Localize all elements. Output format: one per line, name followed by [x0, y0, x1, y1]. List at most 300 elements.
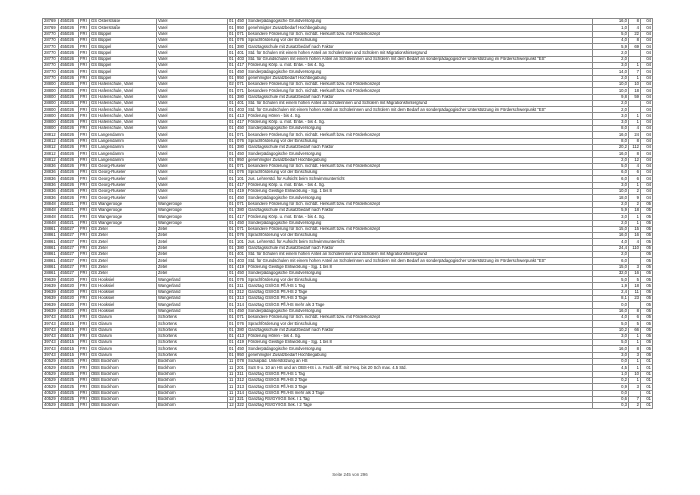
table-cell: 8 — [629, 19, 641, 25]
table-cell: GS Hooksiel — [90, 283, 157, 289]
table-cell: 01 — [229, 100, 234, 106]
table-cell: Zetel — [157, 226, 228, 232]
table-cell: 28800 — [43, 88, 59, 94]
table-cell: 59 — [629, 94, 641, 100]
table-cell: Wangerland — [157, 308, 228, 314]
table-cell: 28836 — [43, 195, 59, 201]
table-cell: GS Wangerooge — [90, 214, 157, 220]
table-cell: 01 — [229, 49, 234, 55]
table-cell: 01 — [641, 384, 653, 390]
table-cell: 455027 — [59, 270, 79, 276]
table-cell: 10,0 — [593, 88, 629, 94]
table-cell: GS Hooksiel — [90, 302, 157, 308]
table-cell: 071 — [236, 81, 247, 87]
table-cell: 5,0 — [593, 321, 629, 327]
table-cell: 39639 — [43, 283, 59, 289]
table-cell: 313 — [236, 384, 247, 390]
table-cell: 04 — [641, 119, 653, 125]
table-cell: Std. für Schulen mit einem hohen Anteil an Schülerinnen und Schülern mit Migrationshintergrund — [247, 251, 593, 257]
table-cell: GS Hooksiel — [90, 296, 157, 302]
table-cell: 450 — [236, 69, 247, 75]
table-cell: FRI — [79, 352, 90, 358]
table-cell: 455025 — [59, 377, 79, 383]
table-cell: Varel — [157, 176, 228, 182]
table-cell: Varel — [157, 63, 228, 69]
table-cell: 28848 — [43, 220, 59, 226]
table-cell: 8 — [629, 308, 641, 314]
table-cell: 076 — [236, 138, 247, 144]
table-cell: 8 — [629, 151, 641, 157]
table-cell: 04 — [641, 182, 653, 188]
table-cell: FRI — [79, 88, 90, 94]
table-cell: Förderung Geistige Entwicklung - Sjg. 1 bis 8 — [247, 340, 593, 346]
table-cell: Ganztag GS/IGS Pfl./HS mehr als 3 Tage — [247, 302, 593, 308]
table-cell: 455026 — [59, 75, 79, 81]
table-cell: 417 — [236, 182, 247, 188]
table-cell: 01 — [641, 359, 653, 365]
table-cell: Ganztag GS/IGS Pfl./HS 3 Tage — [247, 384, 593, 390]
table-cell: FRI — [79, 245, 90, 251]
table-cell: Varel — [157, 138, 228, 144]
table-cell: 5,0 — [593, 340, 629, 346]
table-cell: besondere Förderung für Sch. nichtdt. Herkunft bzw. mit Förderkonzept — [247, 226, 593, 232]
table-cell: Wangerooge — [157, 207, 228, 213]
table-cell: 419 — [236, 189, 247, 195]
table-cell: Varel — [157, 94, 228, 100]
table-cell: 1 — [629, 113, 641, 119]
table-cell: 11 — [228, 365, 236, 371]
table-cell: 04 — [641, 163, 653, 169]
table-cell: 28836 — [43, 163, 59, 169]
table-cell: FRI — [79, 390, 90, 396]
table-cell: besondere Förderung für Sch. nichtdt. Herkunft bzw. mit Förderkonzept — [247, 81, 593, 87]
table-cell: 380 — [236, 44, 247, 50]
table-cell: FRI — [79, 75, 90, 81]
table-cell: 455027 — [59, 245, 79, 251]
table-cell: 05 — [641, 314, 653, 320]
table-cell: GS Büppel — [90, 31, 157, 37]
table-cell: 0,0 — [593, 302, 629, 308]
table-cell: 8 — [629, 37, 641, 43]
table-cell: 04 — [641, 63, 653, 69]
table-cell: Bockhorn — [157, 377, 228, 383]
table-cell: Varel — [157, 25, 228, 31]
table-cell: 01 — [229, 232, 234, 238]
table-cell: OBS Bockhorn — [90, 390, 157, 396]
table-cell: 28770 — [43, 37, 59, 43]
table-cell: FRI — [79, 296, 90, 302]
table-cell: genehmigter Zusatzbedarf Hochbegabung — [247, 25, 593, 31]
table-cell: Varel — [157, 119, 228, 125]
table-cell: 455027 — [59, 258, 79, 264]
table-cell: 417 — [236, 63, 247, 69]
table-cell: 110 — [629, 245, 641, 251]
table-cell: 39743 — [43, 333, 59, 339]
table-cell: Schortens — [157, 352, 228, 358]
table-cell: 419 — [236, 340, 247, 346]
table-cell: FRI — [79, 50, 90, 56]
table-cell: Wangerland — [157, 302, 228, 308]
table-cell: 10 — [629, 81, 641, 87]
table-cell: 455026 — [59, 144, 79, 150]
table-cell: Förderung Körp. u. mot. Entw. - bis 4. Sg. — [247, 214, 593, 220]
table-cell: 05 — [641, 289, 653, 295]
table-cell: 450 — [236, 346, 247, 352]
table-cell: GS Langendamm — [90, 157, 157, 163]
table-cell: 380 — [236, 144, 247, 150]
table-cell: Varel — [157, 50, 228, 56]
table-cell: FRI — [79, 100, 90, 106]
table-cell: 413 — [236, 113, 247, 119]
table-cell: Varel — [157, 88, 228, 94]
table-cell: 455021 — [59, 220, 79, 226]
table-cell: besondere Förderung für Sch. nichtdt. Herkunft bzw. mit Förderkonzept — [247, 201, 593, 207]
table-cell: GS Glarum — [90, 321, 157, 327]
table-cell: 01 — [229, 270, 234, 276]
table-cell: 39743 — [43, 346, 59, 352]
table-cell: 24,4 — [593, 245, 629, 251]
table-cell: 16,0 — [593, 308, 629, 314]
table-cell: 417 — [236, 214, 247, 220]
table-cell: 2,0 — [593, 220, 629, 226]
table-cell: FRI — [79, 371, 90, 377]
table-cell: 0,9 — [593, 384, 629, 390]
table-cell: 05 — [641, 296, 653, 302]
table-cell: 22 — [629, 31, 641, 37]
table-cell: 455015 — [59, 314, 79, 320]
table-cell: Bockhorn — [157, 390, 228, 396]
table-cell: 2,0 — [593, 50, 629, 56]
table-cell: 01 — [229, 320, 234, 326]
table-cell: 28848 — [43, 207, 59, 213]
table-cell: 8,0 — [593, 126, 629, 132]
table-cell: 39639 — [43, 296, 59, 302]
table-cell: 04 — [641, 31, 653, 37]
table-cell: 2,0 — [593, 107, 629, 113]
table-cell: 9,8 — [593, 94, 629, 100]
table-cell: 05 — [641, 251, 653, 257]
table-cell: GS Glarum — [90, 352, 157, 358]
table-cell: GS Hafenschule, Varel — [90, 107, 157, 113]
table-cell: 1 — [629, 333, 641, 339]
table-cell: 455026 — [59, 25, 79, 31]
table-cell: GS Osterstraße — [90, 19, 157, 25]
table-cell: 11 — [629, 289, 641, 295]
table-cell: 403 — [236, 258, 247, 264]
table-cell: 01 — [229, 289, 234, 295]
table-cell: 01 — [229, 125, 234, 131]
table-cell: 4 — [629, 126, 641, 132]
table-cell: 28836 — [43, 170, 59, 176]
table-cell: 05 — [641, 283, 653, 289]
table-cell: FRI — [79, 113, 90, 119]
table-cell: 380 — [236, 327, 247, 333]
table-cell: 04 — [641, 132, 653, 138]
table-cell: Förderung Geistige Entwicklung - Sjg. 1 bis 8 — [247, 264, 593, 270]
table-cell: Varel — [157, 75, 228, 81]
table-cell: 401 — [236, 100, 247, 106]
table-cell: Ganztag GS/IGS Pfl./HS 1 Tag — [247, 371, 593, 377]
table-cell: Sonderpädagogische Grundversorgung — [247, 151, 593, 157]
table-cell: Sprachförderung vor der Einschulung — [247, 277, 593, 283]
table-cell: 7 — [629, 69, 641, 75]
table-cell: 071 — [236, 31, 247, 37]
table-cell: 0,2 — [593, 377, 629, 383]
table-cell: FRI — [79, 69, 90, 75]
table-cell: 1 — [629, 365, 641, 371]
table-cell: 455025 — [59, 390, 79, 396]
table-cell: 4 — [629, 163, 641, 169]
table-cell: 28812 — [43, 132, 59, 138]
table-cell: 455025 — [59, 396, 79, 402]
table-cell: Wangerooge — [157, 220, 228, 226]
table-cell: Std. für Schulen mit einem hohen Anteil an Schülerinnen und Schülern mit Migrationshintergrund — [247, 100, 593, 106]
table-cell: Förderung Körp. u. mot. Entw. - bis 4. Sg. — [247, 182, 593, 188]
table-cell: 01 — [229, 257, 234, 263]
table-cell: 8,0 — [593, 138, 629, 144]
table-cell: 01 — [229, 131, 234, 137]
table-cell: 28861 — [43, 226, 59, 232]
table-cell: Zetel — [157, 233, 228, 239]
table-cell: 28812 — [43, 138, 59, 144]
table-cell: 455026 — [59, 119, 79, 125]
table-cell: 1 — [629, 214, 641, 220]
table-cell: 455025 — [59, 403, 79, 409]
table-cell: 18 — [629, 207, 641, 213]
table-cell: 455026 — [59, 69, 79, 75]
table-cell: 455026 — [59, 195, 79, 201]
table-cell: 04 — [641, 37, 653, 43]
table-cell: 380 — [236, 207, 247, 213]
table-cell: 05 — [641, 226, 653, 232]
table-cell: 01 — [229, 238, 234, 244]
table-cell: GS Hooksiel — [90, 308, 157, 314]
table-cell: 28861 — [43, 270, 59, 276]
table-cell: Schortens — [157, 314, 228, 320]
table-cell: 455026 — [59, 44, 79, 50]
table-cell: 3,0 — [593, 63, 629, 69]
table-cell: 455026 — [59, 100, 79, 106]
table-cell: besondere Förderung für Sch. nichtdt. Herkunft bzw. mit Förderkonzept — [247, 88, 593, 94]
table-cell: 5,0 — [593, 277, 629, 283]
table-cell: Wangerooge — [157, 201, 228, 207]
table-cell: 04 — [641, 100, 653, 106]
table-cell: FRI — [79, 226, 90, 232]
table-cell: 16,0 — [593, 151, 629, 157]
table-cell: Wangerland — [157, 289, 228, 295]
table-cell: 9 — [629, 195, 641, 201]
table-cell: FRI — [79, 132, 90, 138]
table-cell: Ganztagsschule mit Zusatzbedarf nach Faktor — [247, 144, 593, 150]
table-cell: Varel — [157, 19, 228, 25]
table-cell: 05 — [641, 201, 653, 207]
table-cell: 23 — [629, 296, 641, 302]
table-cell: 28770 — [43, 31, 59, 37]
table-cell: OBS Bockhorn — [90, 384, 157, 390]
table-cell: FRI — [79, 63, 90, 69]
table-cell: 950 — [236, 157, 247, 163]
table-cell: GS Hooksiel — [90, 289, 157, 295]
table-cell: 101 — [236, 239, 247, 245]
table-cell: GS Zetel — [90, 233, 157, 239]
table-cell: 28812 — [43, 144, 59, 150]
table-cell: GS Glarum — [90, 333, 157, 339]
table-cell: 01 — [229, 62, 234, 68]
table-cell: FRI — [79, 302, 90, 308]
table-cell: 076 — [236, 37, 247, 43]
table-cell: 39743 — [43, 352, 59, 358]
table-cell: 28770 — [43, 56, 59, 62]
table-cell: 455026 — [59, 31, 79, 37]
table-cell: 28861 — [43, 258, 59, 264]
table-cell: 3,0 — [593, 119, 629, 125]
table-cell: 312 — [236, 289, 247, 295]
table-cell: Bockhorn — [157, 371, 228, 377]
table-cell: OBS Bockhorn — [90, 359, 157, 365]
table-cell: 076 — [236, 170, 247, 176]
table-cell: Ganztag GS/IGS Pfl./HS 1 Tag — [247, 283, 593, 289]
table-cell: 4,0 — [593, 37, 629, 43]
table-cell: FRI — [79, 327, 90, 333]
table-cell: 39639 — [43, 277, 59, 283]
table-cell: FRI — [79, 151, 90, 157]
table-cell: 40529 — [43, 365, 59, 371]
table-cell: GS Büppel — [90, 63, 157, 69]
table-cell: 01 — [229, 352, 234, 358]
table-cell: GS Georg-Ruseler — [90, 195, 157, 201]
table-cell: 28800 — [43, 100, 59, 106]
table-cell: 69 — [629, 44, 641, 50]
table-cell: 28800 — [43, 126, 59, 132]
table-cell: 04 — [641, 81, 653, 87]
table-cell: 01 — [229, 226, 234, 232]
table-cell: 15 — [629, 226, 641, 232]
table-cell: 11 — [228, 390, 236, 396]
table-cell: 04 — [641, 170, 653, 176]
table-cell: 01 — [229, 75, 234, 81]
table-cell: 1 — [629, 182, 641, 188]
table-cell: 04 — [641, 19, 653, 25]
table-cell: GS Wangerooge — [90, 220, 157, 226]
table-cell: 28770 — [43, 44, 59, 50]
table-cell: 01 — [229, 150, 234, 156]
table-cell: GS Hafenschule, Varel — [90, 88, 157, 94]
table-cell: 32,0 — [593, 270, 629, 276]
table-cell: GS Büppel — [90, 56, 157, 62]
table-cell: 455025 — [59, 371, 79, 377]
table-cell: Ganztagsschule mit Zusatzbedarf nach Faktor — [247, 327, 593, 333]
table-body — [43, 19, 653, 409]
table-cell: Sonderpädagogische Grundversorgung — [247, 69, 593, 75]
table-cell: Bockhorn — [157, 396, 228, 402]
table-cell: 455025 — [59, 359, 79, 365]
table-cell: Schortens — [157, 321, 228, 327]
table-cell: Ganztag GS/IGS Pfl./HS 2 Tage — [247, 289, 593, 295]
table-cell: 18 — [629, 283, 641, 289]
table-cell: Sonderpädagogische Grundversorgung — [247, 195, 593, 201]
table-cell: 5 — [629, 277, 641, 283]
table-cell: 321 — [236, 396, 247, 402]
table-cell: FRI — [79, 182, 90, 188]
table-cell: 455021 — [59, 201, 79, 207]
table-cell: Sonderpädagogische Grundversorgung — [247, 346, 593, 352]
table-cell: 950 — [236, 75, 247, 81]
table-cell: 3,0 — [593, 182, 629, 188]
table-cell: 01 — [229, 251, 234, 257]
table-cell: 11 — [228, 377, 236, 383]
table-cell: FRI — [79, 163, 90, 169]
table-cell: 455026 — [59, 138, 79, 144]
table-cell: 04 — [641, 138, 653, 144]
table-cell: FRI — [79, 384, 90, 390]
table-cell: 6,0 — [593, 170, 629, 176]
table-cell: 455025 — [59, 365, 79, 371]
table-cell: 1 — [629, 359, 641, 365]
table-cell: 2,0 — [593, 251, 629, 257]
table-cell: besondere Förderung für Sch. nichtdt. Herkunft bzw. mit Förderkonzept — [247, 314, 593, 320]
table-cell: 28800 — [43, 113, 59, 119]
table-cell: 01 — [229, 138, 234, 143]
table-cell: GS Hafenschule, Varel — [90, 126, 157, 132]
table-cell: 05 — [641, 233, 653, 239]
table-cell: 04 — [641, 88, 653, 94]
table-cell: 450 — [236, 270, 247, 276]
table-cell: Ganztag GS/IGS Pfl./HS 2 Tage — [247, 377, 593, 383]
table-cell: 01 — [229, 43, 234, 49]
table-cell: Förderung Körp. u. mot. Entw. - bis 4. Sg. — [247, 119, 593, 125]
table-cell: 39743 — [43, 321, 59, 327]
table-cell: 2 — [629, 403, 641, 409]
table-cell: Förderung Geistige Entwicklung - Sjg. 1 bis 8 — [247, 189, 593, 195]
table-cell: 076 — [236, 321, 247, 327]
table-cell: 4 — [629, 239, 641, 245]
table-cell: 16,0 — [593, 233, 629, 239]
table-cell: FRI — [79, 359, 90, 365]
table-cell: GS Georg-Ruseler — [90, 170, 157, 176]
table-cell: 16,0 — [593, 19, 629, 25]
table-cell: Förderung Hören - bis 4. Sg. — [247, 113, 593, 119]
table-cell: 6,0 — [593, 176, 629, 182]
table-cell: besondere Förderung für Sch. nichtdt. Herkunft bzw. mit Förderkonzept — [247, 132, 593, 138]
table-cell: 6 — [629, 314, 641, 320]
table-cell: FRI — [79, 126, 90, 132]
table-cell: 3,0 — [593, 113, 629, 119]
table-cell: 04 — [641, 151, 653, 157]
table-cell: 28812 — [43, 157, 59, 163]
table-cell: FRI — [79, 321, 90, 327]
table-cell: 076 — [236, 233, 247, 239]
table-cell: 11 — [228, 359, 236, 365]
table-cell: Wangerland — [157, 283, 228, 289]
table-cell: Ganztagsschule mit Zusatzbedarf nach Faktor — [247, 245, 593, 251]
table-cell: GS Zetel — [90, 251, 157, 257]
table-cell: 05 — [641, 245, 653, 251]
table-cell: Bockhorn — [157, 403, 228, 409]
table-cell: 455015 — [59, 327, 79, 333]
table-cell: 05 — [641, 258, 653, 264]
table-cell: GS Glarum — [90, 346, 157, 352]
table-cell: FRI — [79, 31, 90, 37]
table-cell: 6 — [629, 170, 641, 176]
table-cell: 01 — [229, 175, 234, 181]
table-cell: FRI — [79, 289, 90, 295]
table-cell: 01 — [229, 308, 234, 313]
table-cell: 16 — [629, 270, 641, 276]
table-cell: 401 — [236, 50, 247, 56]
table-cell: 04 — [641, 189, 653, 195]
table-cell: FRI — [79, 314, 90, 320]
table-cell: 450 — [236, 19, 247, 25]
